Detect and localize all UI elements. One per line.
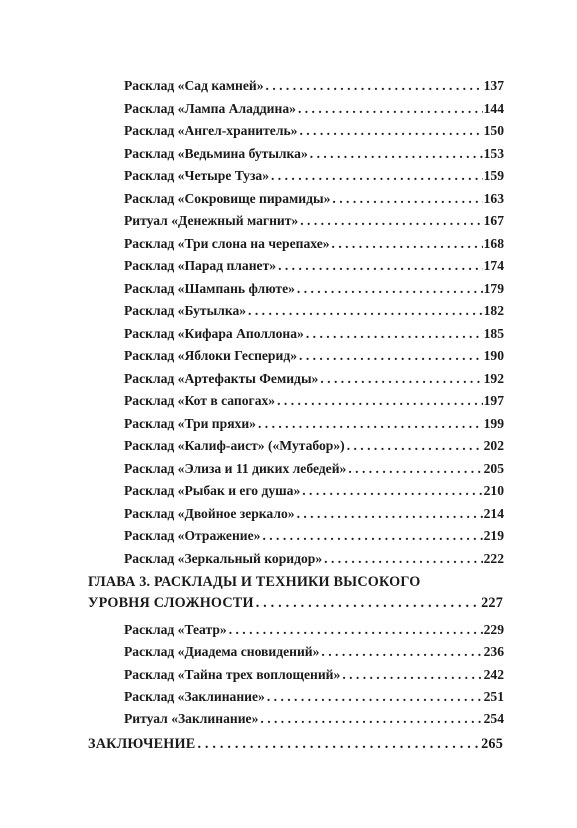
leader-dots bbox=[267, 688, 483, 705]
toc-entry-title: Расклад «Четыре Туза» bbox=[124, 168, 269, 183]
leader-dots bbox=[299, 347, 483, 364]
leader-dots bbox=[248, 302, 483, 319]
toc-entry[interactable] bbox=[124, 621, 504, 638]
toc-entry-page: 254 bbox=[483, 711, 504, 727]
leader-dots bbox=[297, 505, 483, 522]
toc-entry-page: 150 bbox=[483, 123, 504, 138]
toc-entry[interactable] bbox=[124, 370, 504, 387]
toc-entry[interactable] bbox=[124, 302, 504, 319]
toc-entry-page: 182 bbox=[483, 303, 504, 318]
toc-entry-page: 199 bbox=[483, 415, 504, 431]
leader-dots bbox=[342, 666, 482, 683]
leader-dots bbox=[332, 190, 482, 207]
toc-entry-title: Расклад «Три слона на черепахе» bbox=[124, 235, 330, 251]
toc-entry-title: Расклад «Шампань флюте» bbox=[124, 280, 295, 296]
toc-entry[interactable] bbox=[124, 482, 504, 499]
leader-dots bbox=[262, 527, 482, 544]
leader-dots bbox=[277, 392, 483, 409]
leader-dots bbox=[278, 257, 483, 274]
toc-entry-page: 205 bbox=[483, 460, 504, 476]
chapter-3-page: 227 bbox=[481, 595, 503, 611]
toc-entry[interactable] bbox=[124, 527, 504, 544]
toc-entry-page: 219 bbox=[483, 528, 504, 543]
toc-entry-title: Расклад «Тайна трех воплощений» bbox=[124, 666, 341, 682]
chapter-3-title: УРОВНЯ СЛОЖНОСТИ bbox=[88, 595, 254, 611]
toc-entry[interactable] bbox=[124, 122, 504, 139]
toc-entry-page: 190 bbox=[483, 348, 504, 363]
leader-dots bbox=[260, 710, 482, 727]
toc-entry-title: Расклад «Кифара Аполлона» bbox=[124, 325, 304, 341]
toc-entry[interactable] bbox=[124, 100, 504, 117]
toc-entry-page: 229 bbox=[483, 622, 504, 637]
toc-entry[interactable] bbox=[124, 688, 504, 705]
leader-dots bbox=[347, 437, 483, 454]
toc-entry-title: Расклад «Парад планет» bbox=[124, 258, 277, 273]
leader-dots bbox=[298, 100, 483, 117]
toc-entry[interactable] bbox=[124, 280, 504, 297]
toc-entry-title: Ритуал «Заклинание» bbox=[124, 711, 259, 727]
leader-dots bbox=[300, 212, 482, 229]
toc-entry-page: 251 bbox=[483, 688, 504, 704]
toc-entry-title: Расклад «Рыбак и его душа» bbox=[124, 483, 301, 498]
toc-entry-title: Расклад «Лампа Аладдина» bbox=[124, 100, 296, 116]
toc-entry-title: Расклад «Кот в сапогах» bbox=[124, 393, 276, 408]
leader-dots bbox=[271, 167, 483, 184]
toc-entry[interactable] bbox=[124, 392, 504, 409]
toc-entry[interactable] bbox=[124, 550, 504, 567]
toc-entry-page: 236 bbox=[483, 644, 504, 660]
toc-entry-page: 167 bbox=[483, 213, 504, 228]
chapter-3-entry[interactable] bbox=[88, 595, 503, 612]
toc-entry-page: 185 bbox=[483, 325, 504, 341]
toc-entry-title: Расклад «Ведьмина бутылка» bbox=[124, 145, 308, 161]
leader-dots bbox=[302, 482, 482, 499]
toc-entry-page: 144 bbox=[483, 100, 504, 116]
toc-entry-page: 163 bbox=[483, 190, 504, 206]
toc-entry-page: 174 bbox=[483, 258, 504, 273]
leader-dots bbox=[256, 595, 480, 612]
toc-entry-title: Расклад «Бутылка» bbox=[124, 303, 247, 318]
toc-entry-page: 197 bbox=[483, 393, 504, 408]
toc-entry-page: 137 bbox=[483, 78, 504, 93]
toc-entry[interactable] bbox=[124, 710, 504, 727]
toc-entry-title: Расклад «Театр» bbox=[124, 622, 227, 637]
toc-entry-page: 179 bbox=[483, 280, 504, 296]
toc-entry-title: Расклад «Двойное зеркало» bbox=[124, 505, 295, 521]
leader-dots bbox=[332, 235, 483, 252]
conclusion-title: ЗАКЛЮЧЕНИЕ bbox=[88, 736, 196, 752]
leader-dots bbox=[229, 621, 483, 638]
toc-entry-title: Расклад «Зеркальный коридор» bbox=[124, 550, 323, 566]
leader-dots bbox=[348, 460, 482, 477]
toc-entry-page: 192 bbox=[483, 370, 504, 386]
toc-entry-title: Расклад «Артефакты Фемиды» bbox=[124, 370, 319, 386]
toc-entry[interactable] bbox=[124, 235, 504, 252]
toc-entry-page: 168 bbox=[483, 235, 504, 251]
toc-entry[interactable] bbox=[124, 325, 504, 342]
toc-entry[interactable] bbox=[124, 437, 504, 454]
toc-entry-title: Расклад «Яблоки Гесперид» bbox=[124, 348, 298, 363]
toc-entry[interactable] bbox=[124, 505, 504, 522]
toc-entry-page: 242 bbox=[483, 666, 504, 682]
toc-entry[interactable] bbox=[124, 167, 504, 184]
leader-dots bbox=[306, 325, 483, 342]
toc-entry-title: Расклад «Отражение» bbox=[124, 528, 261, 543]
toc-entry-title: Расклад «Калиф-аист» («Мутабор») bbox=[124, 438, 345, 453]
conclusion-entry[interactable] bbox=[88, 736, 503, 753]
toc-entry[interactable] bbox=[124, 347, 504, 364]
leader-dots bbox=[299, 122, 482, 139]
leader-dots bbox=[197, 736, 480, 753]
toc-entry[interactable] bbox=[124, 415, 504, 432]
toc-entry[interactable] bbox=[124, 643, 504, 660]
toc-entry[interactable] bbox=[124, 77, 504, 94]
leader-dots bbox=[324, 550, 482, 567]
toc-entry-title: Ритуал «Денежный магнит» bbox=[124, 213, 299, 228]
toc-entry-title: Расклад «Три пряхи» bbox=[124, 415, 256, 431]
leader-dots bbox=[258, 415, 483, 432]
toc-entry-title: Расклад «Ангел-хранитель» bbox=[124, 123, 298, 138]
toc-entry[interactable] bbox=[124, 666, 504, 683]
toc-entry-page: 214 bbox=[483, 505, 504, 521]
leader-dots bbox=[297, 280, 483, 297]
toc-entry-title: Расклад «Диадема сновидений» bbox=[124, 644, 320, 660]
toc-entry-title: Расклад «Заклинание» bbox=[124, 688, 265, 704]
toc-entry-title: Расклад «Сокровище пирамиды» bbox=[124, 190, 331, 206]
leader-dots bbox=[310, 145, 483, 162]
toc-entry-page: 153 bbox=[483, 145, 504, 161]
toc-entry[interactable] bbox=[124, 460, 504, 477]
toc-entry-title: Расклад «Сад камней» bbox=[124, 78, 264, 93]
toc-entry-page: 159 bbox=[483, 168, 504, 183]
toc-entry[interactable] bbox=[124, 212, 504, 229]
chapter-3-heading: ГЛАВА 3. РАСКЛАДЫ И ТЕХНИКИ ВЫСОКОГО bbox=[88, 574, 421, 590]
toc-entry[interactable] bbox=[124, 190, 504, 207]
toc-entry-page: 202 bbox=[483, 438, 504, 453]
toc-entry-page: 222 bbox=[483, 550, 504, 566]
toc-entry-page: 210 bbox=[483, 483, 504, 498]
toc-entry[interactable] bbox=[124, 257, 504, 274]
toc-entry-title: Расклад «Элиза и 11 диких лебедей» bbox=[124, 460, 347, 476]
toc-entry[interactable] bbox=[124, 145, 504, 162]
leader-dots bbox=[320, 370, 482, 387]
leader-dots bbox=[321, 643, 482, 660]
conclusion-page: 265 bbox=[481, 736, 503, 752]
leader-dots bbox=[266, 77, 483, 94]
